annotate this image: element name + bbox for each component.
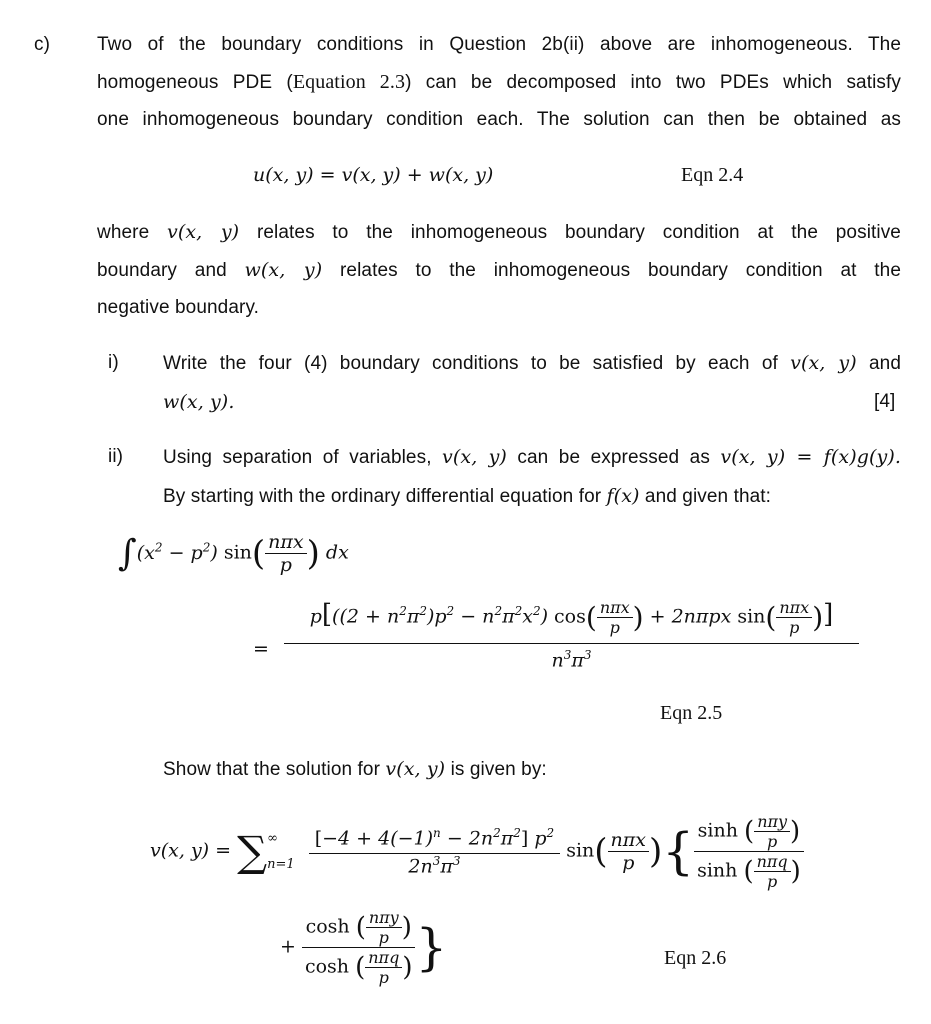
f-x: f(x)	[606, 485, 640, 507]
para2-line2-b: relates to the inhomogeneous boundary condition at the	[322, 260, 901, 281]
v-xy: v(x, y)	[385, 758, 446, 780]
show-a: Show that the solution for	[163, 759, 386, 780]
part-i-line2: w(x, y).	[163, 391, 235, 413]
para2-line2-a: boundary and	[97, 260, 245, 281]
marks: [4]	[874, 391, 896, 412]
eqn-2-5-label: Eqn 2.5	[660, 702, 723, 724]
part-label-ii: ii)	[108, 446, 124, 467]
v-xy: v(x, y)	[167, 221, 240, 243]
show-that-line	[163, 758, 547, 781]
eqn-2-4-label: Eqn 2.4	[681, 164, 744, 186]
part-label-c: c)	[34, 34, 51, 55]
part-i-line1-a: Write the four (4) boundary conditions to be satisfied by each of	[163, 353, 791, 374]
para1-line3: one inhomogeneous boundary condition each. The solution can then be obtained as	[97, 109, 901, 130]
part-ii-line2	[163, 485, 771, 508]
solution-eqn-line2: + cosh ( $\frac{\text{nπy}}{p}$ ) cosh ( $\frac{\text{nπq}}{p}$ ) }	[280, 908, 448, 987]
part-i-line1	[163, 352, 901, 375]
part-ii-line1	[163, 446, 901, 469]
para2-line3: negative boundary.	[97, 297, 260, 318]
part-ii-line2-b: and given that:	[639, 486, 772, 507]
para1-line2-b: ) can be decomposed into two PDEs which satisfy	[405, 72, 901, 93]
eqn-2-6-label: Eqn 2.6	[664, 947, 727, 969]
show-b: is given by:	[445, 759, 547, 780]
solution-eqn-line1: v(x, y) = ∑ ∞ n=1 $\frac{[-4 + 4(-1)^n - 2n^2\pi^2] p^2}{2n^3\pi^3}$ sin( $\frac{\text{nπx}}{p}$ ){ sinh ( $\frac{\text{nπy}}{p}$ ) sinh ( $\frac{\text{nπq}}{p}$ )	[150, 812, 804, 891]
para2-line2	[97, 259, 901, 282]
part-i-line1-b: and	[856, 353, 901, 374]
para1-line1: Two of the boundary conditions in Question 2b(ii) above are inhomogeneous. The	[97, 34, 901, 55]
v-xy: v(x, y)	[442, 446, 507, 468]
eqn-2-4: u(x, y) = v(x, y) + w(x, y)	[253, 164, 494, 186]
para2-line1-a: where	[97, 222, 168, 243]
v-xy: v(x, y)	[790, 352, 857, 374]
integral-rhs: $p[((2 + n^2\pi^2)p^2 - n^2\pi^2x^2)$ cos( $\frac{\text{nπx}}{p}$ ) + 2nπpx sin( $\frac{\text{nπx}}{p}$ )] $n^3\pi^3$	[284, 598, 859, 671]
para2-line1-b: relates to the inhomogeneous boundary condition at the positive	[239, 222, 901, 243]
para2-line1	[97, 221, 901, 244]
part-ii-line1-a: Using separation of variables,	[163, 447, 443, 468]
separation-eq: v(x, y) = f(x)g(y).	[720, 446, 901, 468]
w-xy: w(x, y)	[244, 259, 323, 281]
part-ii-line2-a: By starting with the ordinary differential equation for	[163, 486, 607, 507]
para1-line2-a: homogeneous PDE (	[97, 72, 293, 93]
integral-lhs: $\int(x^2 - p^2)$ sin( $\frac{\text{nπx}}{p}$ ) dx	[118, 531, 349, 576]
part-label-i: i)	[108, 352, 119, 373]
equation-ref: Equation 2.3	[292, 71, 406, 93]
part-ii-line1-b: can be expressed as	[506, 447, 721, 468]
para1-line2	[97, 71, 901, 94]
equals-sign: =	[253, 638, 269, 660]
